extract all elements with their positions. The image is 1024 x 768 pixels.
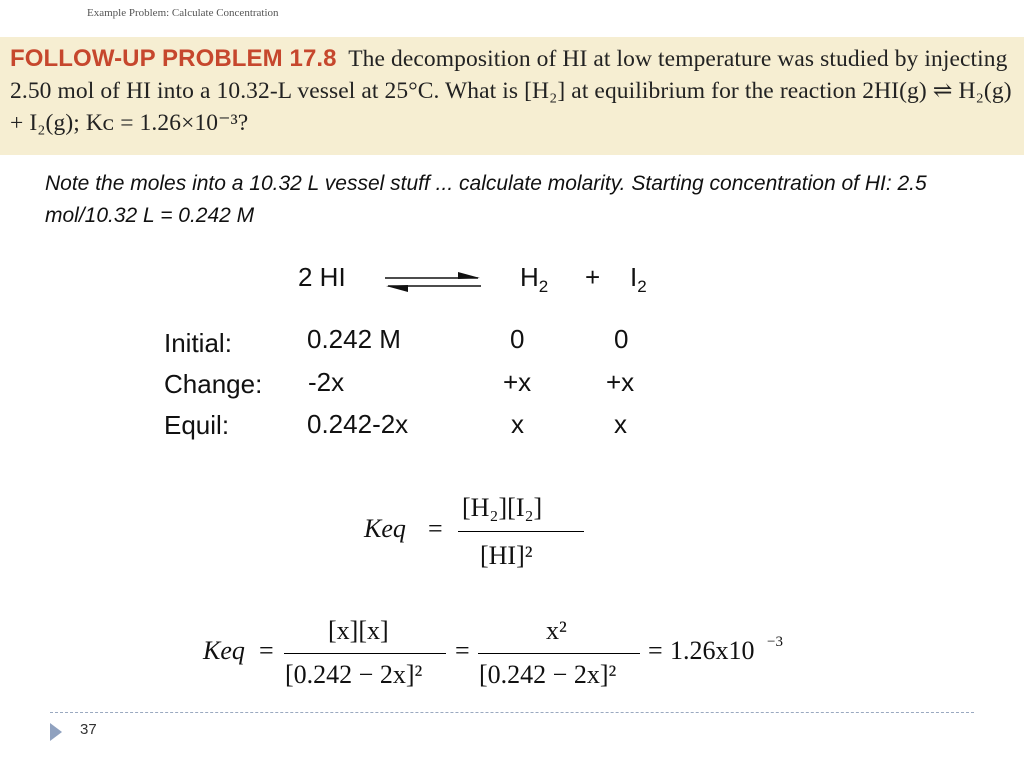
footer-divider <box>50 712 974 713</box>
eq2-frac2-numerator: x² <box>546 616 567 645</box>
problem-paragraph <box>10 43 1015 139</box>
eq2-frac2-bar <box>478 653 640 654</box>
triangle-bullet-icon <box>50 723 62 741</box>
ice-cell: 0.242-2x <box>307 409 409 439</box>
eq2-frac1-numerator: [x][x] <box>328 616 389 645</box>
eq1-equals: = <box>428 514 443 543</box>
eq1-denominator: [HI]² <box>480 541 533 570</box>
ice-label-change: Change: <box>164 369 263 399</box>
product-i2 <box>630 262 647 297</box>
ice-cell: 0 <box>614 324 629 354</box>
ice-cell: x <box>511 409 524 439</box>
product-h2 <box>520 262 548 297</box>
product-h2-symbol: H <box>520 262 539 292</box>
eq2-lhs: Keq <box>203 636 245 665</box>
eq2-frac1-bar <box>284 653 446 654</box>
ice-cell: +x <box>606 367 635 397</box>
note-text: Note the moles into a 10.32 L vessel stuff ... calculate molarity. Starting concentration of HI: 2.5 mol/10.32 L = 0.242 M <box>45 172 927 227</box>
equilibrium-arrow-icon <box>383 270 483 294</box>
eq2-equals: = <box>455 636 470 665</box>
problem-label: FOLLOW-UP PROBLEM 17.8 <box>10 45 337 72</box>
ice-cell: x <box>614 409 627 439</box>
problem-text: The decomposition of HI at low temperature was studied by injecting 2.50 mol of HI into a 10.32-L vessel at 25°C. What is [H₂] at equilibrium for the reaction 2HI(g) ⇌ H₂(g) + I₂(g); Kᴄ = 1.26×10⁻³? <box>10 46 1012 136</box>
ice-cell: +x <box>503 367 532 397</box>
ice-cell: -2x <box>308 367 345 397</box>
page-number: 37 <box>80 721 97 738</box>
eq2-equals: = <box>259 636 274 665</box>
ice-label-equil: Equil: <box>164 410 230 440</box>
product-i2-subscript: 2 <box>637 277 647 296</box>
eq2-result-exponent: −3 <box>767 634 783 650</box>
eq1-numerator: [H₂][I₂] <box>462 493 543 522</box>
eq2-frac2-denominator: [0.242 − 2x]² <box>479 660 617 689</box>
ice-label-initial: Initial: <box>164 328 232 358</box>
eq2-result: 1.26x10 <box>670 636 755 665</box>
product-h2-subscript: 2 <box>538 277 549 296</box>
eq2-equals: = <box>648 636 663 665</box>
reactant-hi: 2 HI <box>298 262 346 292</box>
follow-up-problem-box <box>0 37 1024 155</box>
reaction-plus: + <box>585 262 601 292</box>
product-i2-symbol: I <box>630 262 638 292</box>
slide-header-title: Example Problem: Calculate Concentration <box>87 7 279 19</box>
ice-cell: 0 <box>510 324 525 354</box>
eq1-fraction-bar <box>458 531 584 532</box>
eq2-frac1-denominator: [0.242 − 2x]² <box>285 660 423 689</box>
ice-cell: 0.242 M <box>307 324 401 354</box>
eq1-lhs: Keq <box>364 514 406 543</box>
